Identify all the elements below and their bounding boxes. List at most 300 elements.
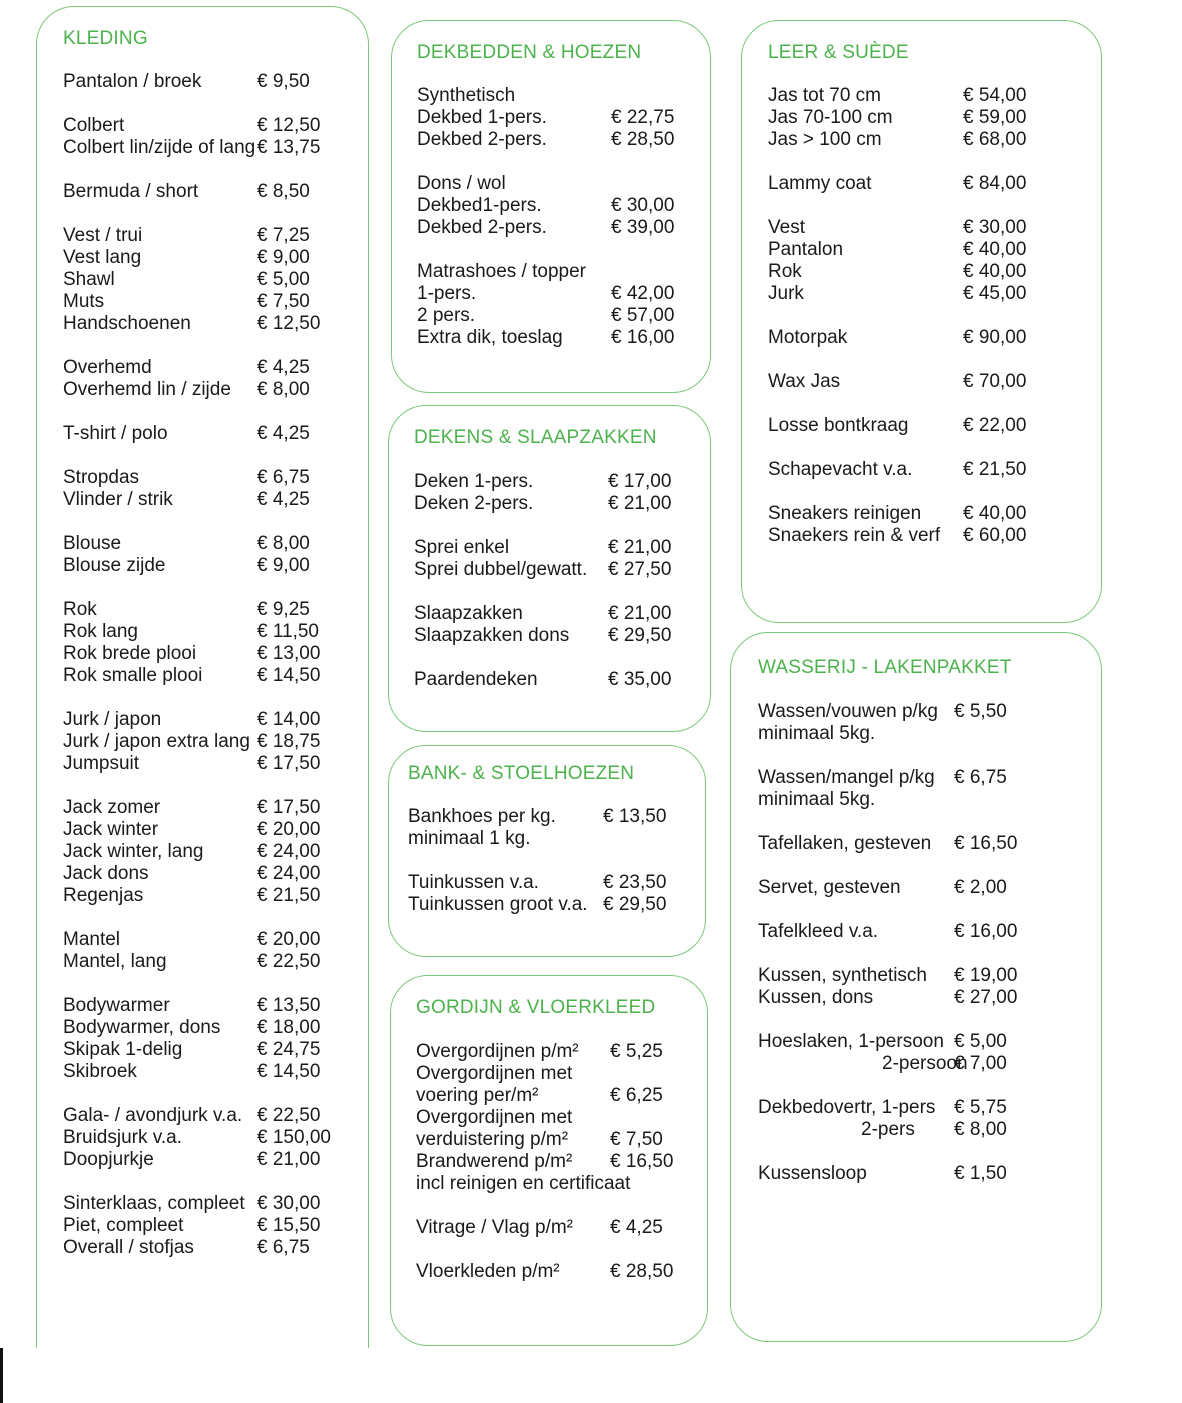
item-price: € 6,75 [257, 1237, 310, 1258]
price-row [758, 701, 1088, 723]
item-name: incl reinigen en certificaat [416, 1173, 631, 1194]
price-list [408, 806, 698, 916]
item-price: € 22,75 [611, 107, 675, 128]
item-name: Kussen, dons [758, 987, 874, 1008]
item-price: € 9,00 [257, 247, 310, 268]
item-name: T-shirt / polo [63, 423, 168, 444]
item-name: verduistering p/m² [416, 1129, 569, 1150]
item-name: minimaal 1 kg. [408, 828, 531, 849]
price-row [417, 195, 697, 217]
group-spacer [758, 899, 1088, 921]
item-price: € 23,50 [603, 872, 667, 893]
item-price: € 4,25 [610, 1217, 663, 1238]
item-price: € 60,00 [963, 525, 1027, 546]
item-name: Overgordijnen met [416, 1063, 573, 1084]
group-spacer [758, 745, 1088, 767]
item-price: € 6,75 [257, 467, 310, 488]
item-name: Rok lang [63, 621, 138, 642]
item-price: € 27,00 [954, 987, 1018, 1008]
item-price: € 21,50 [257, 885, 321, 906]
price-row [63, 379, 363, 401]
price-row [758, 1097, 1088, 1119]
group-spacer [63, 687, 363, 709]
price-row [758, 789, 1088, 811]
price-row [416, 1151, 701, 1173]
group-spacer [63, 93, 363, 115]
item-price: € 30,00 [611, 195, 675, 216]
price-list [758, 701, 1088, 1185]
item-name: Jack winter [63, 819, 159, 840]
item-price: € 9,50 [257, 71, 310, 92]
group-spacer [414, 647, 699, 669]
item-price: € 5,00 [954, 1031, 1007, 1052]
price-row [768, 327, 1088, 349]
group-spacer [63, 577, 363, 599]
item-price: € 24,00 [257, 863, 321, 884]
item-name: Slaapzakken dons [414, 625, 570, 646]
price-row [417, 305, 697, 327]
item-price: € 30,00 [963, 217, 1027, 238]
item-name: Servet, gesteven [758, 877, 901, 898]
item-price: € 21,00 [608, 493, 672, 514]
group-spacer [63, 973, 363, 995]
item-price: € 4,25 [257, 423, 310, 444]
item-name: Dekbed 2-pers. [417, 129, 547, 150]
price-row [63, 951, 363, 973]
price-row [758, 1053, 1088, 1075]
item-name: Tuinkussen groot v.a. [408, 894, 588, 915]
item-price: € 5,00 [257, 269, 310, 290]
item-price: € 21,00 [608, 603, 672, 624]
price-row [63, 291, 363, 313]
item-name: Kussensloop [758, 1163, 867, 1184]
item-name: Jas tot 70 cm [768, 85, 881, 106]
price-row [768, 283, 1088, 305]
price-row [758, 833, 1088, 855]
price-row [63, 71, 363, 93]
item-name: Bodywarmer [63, 995, 170, 1016]
item-price: € 7,50 [610, 1129, 663, 1150]
price-list [414, 471, 699, 691]
item-price: € 8,00 [257, 533, 310, 554]
group-spacer [768, 349, 1088, 371]
price-row [414, 603, 699, 625]
item-name: 2 pers. [417, 305, 476, 326]
price-row [416, 1129, 701, 1151]
item-price: € 19,00 [954, 965, 1018, 986]
item-price: € 150,00 [257, 1127, 331, 1148]
item-price: € 8,50 [257, 181, 310, 202]
price-row [758, 1163, 1088, 1185]
section-bank-stoelhoezen [388, 745, 706, 957]
item-price: € 40,00 [963, 503, 1027, 524]
section-dekbedden-hoezen [391, 20, 711, 393]
item-name: Pantalon / broek [63, 71, 202, 92]
item-name: Pantalon [768, 239, 844, 260]
group-spacer [758, 1141, 1088, 1163]
item-name: Tafellaken, gesteven [758, 833, 932, 854]
group-spacer [416, 1239, 701, 1261]
price-row [416, 1107, 701, 1129]
item-name: 2-persoon [882, 1053, 968, 1074]
group-spacer [768, 151, 1088, 173]
item-name: Mantel, lang [63, 951, 167, 972]
item-price: € 39,00 [611, 217, 675, 238]
item-name: Snaekers rein & verf [768, 525, 941, 546]
price-list [417, 85, 697, 349]
item-name: Motorpak [768, 327, 848, 348]
group-spacer [768, 305, 1088, 327]
price-row [768, 107, 1088, 129]
price-row [416, 1173, 701, 1195]
item-name: Overgordijnen p/m² [416, 1041, 579, 1062]
item-price: € 20,00 [257, 929, 321, 950]
item-price: € 40,00 [963, 261, 1027, 282]
price-row [758, 877, 1088, 899]
item-price: € 27,50 [608, 559, 672, 580]
item-price: € 54,00 [963, 85, 1027, 106]
item-price: € 5,25 [610, 1041, 663, 1062]
price-row [63, 489, 363, 511]
item-name: Jurk [768, 283, 804, 304]
item-name: Deken 2-pers. [414, 493, 534, 514]
item-name: Matrashoes / topper [417, 261, 586, 282]
group-spacer [63, 775, 363, 797]
item-name: Tuinkussen v.a. [408, 872, 539, 893]
price-row [416, 1063, 701, 1085]
item-name: Sprei dubbel/gewatt. [414, 559, 588, 580]
price-row [63, 115, 363, 137]
group-spacer [768, 195, 1088, 217]
section-gordijn-vloerkleed [390, 975, 708, 1346]
section-title: KLEDING [63, 28, 148, 49]
price-row [63, 467, 363, 489]
item-price: € 14,50 [257, 1061, 321, 1082]
price-row [417, 129, 697, 151]
price-row [414, 537, 699, 559]
item-name: Jack dons [63, 863, 149, 884]
group-spacer [416, 1195, 701, 1217]
price-row [768, 85, 1088, 107]
item-name: Shawl [63, 269, 115, 290]
price-list [768, 85, 1088, 547]
group-spacer [414, 581, 699, 603]
item-price: € 59,00 [963, 107, 1027, 128]
price-row [63, 1215, 363, 1237]
item-price: € 17,00 [608, 471, 672, 492]
section-wasserij-lakenpakket [730, 632, 1102, 1342]
group-spacer [417, 239, 697, 261]
item-price: € 7,25 [257, 225, 310, 246]
item-name: Sneakers reinigen [768, 503, 922, 524]
price-row [758, 965, 1088, 987]
item-price: € 6,75 [954, 767, 1007, 788]
price-row [63, 863, 363, 885]
price-row [63, 313, 363, 335]
item-price: € 4,25 [257, 489, 310, 510]
price-row [768, 173, 1088, 195]
item-name: Regenjas [63, 885, 144, 906]
price-row [416, 1041, 701, 1063]
price-row [414, 669, 699, 691]
item-price: € 21,50 [963, 459, 1027, 480]
price-row [416, 1217, 701, 1239]
group-spacer [758, 1075, 1088, 1097]
item-name: minimaal 5kg. [758, 723, 876, 744]
item-name: Vlinder / strik [63, 489, 173, 510]
item-name: Blouse zijde [63, 555, 166, 576]
item-name: Dekbed 1-pers. [417, 107, 547, 128]
price-row [758, 1119, 1088, 1141]
price-row [768, 261, 1088, 283]
price-row [63, 1127, 363, 1149]
group-spacer [758, 811, 1088, 833]
item-name: Jack winter, lang [63, 841, 204, 862]
price-row [63, 621, 363, 643]
item-price: € 45,00 [963, 283, 1027, 304]
item-price: € 21,00 [257, 1149, 321, 1170]
price-row [768, 503, 1088, 525]
group-spacer [63, 511, 363, 533]
item-name: Vest / trui [63, 225, 143, 246]
item-price: € 16,50 [954, 833, 1018, 854]
item-name: Slaapzakken [414, 603, 523, 624]
item-price: € 68,00 [963, 129, 1027, 150]
item-price: € 15,50 [257, 1215, 321, 1236]
item-name: Jumpsuit [63, 753, 140, 774]
item-name: Wassen/mangel p/kg [758, 767, 935, 788]
item-name: Rok [63, 599, 97, 620]
item-price: € 22,50 [257, 951, 321, 972]
group-spacer [758, 943, 1088, 965]
item-name: Vest [768, 217, 805, 238]
price-row [63, 885, 363, 907]
scan-edge-mark [0, 1348, 3, 1403]
item-name: Schapevacht v.a. [768, 459, 913, 480]
item-name: Rok smalle plooi [63, 665, 203, 686]
price-row [758, 921, 1088, 943]
item-name: 2-pers [861, 1119, 915, 1140]
group-spacer [408, 850, 698, 872]
price-row [408, 872, 698, 894]
item-name: Bruidsjurk v.a. [63, 1127, 182, 1148]
item-name: Vitrage / Vlag p/m² [416, 1217, 574, 1238]
item-price: € 21,00 [608, 537, 672, 558]
price-row [63, 1237, 363, 1259]
section-title: DEKENS & SLAAPZAKKEN [414, 427, 657, 448]
price-row [63, 533, 363, 555]
price-row [758, 723, 1088, 745]
price-row [63, 753, 363, 775]
item-name: Jas 70-100 cm [768, 107, 893, 128]
price-row [63, 181, 363, 203]
group-spacer [63, 335, 363, 357]
group-spacer [768, 393, 1088, 415]
group-spacer [768, 437, 1088, 459]
item-name: Kussen, synthetisch [758, 965, 927, 986]
group-spacer [417, 151, 697, 173]
price-row [408, 828, 698, 850]
item-price: € 70,00 [963, 371, 1027, 392]
section-title: GORDIJN & VLOERKLEED [416, 997, 656, 1018]
price-row [417, 173, 697, 195]
price-row [414, 559, 699, 581]
item-price: € 8,00 [257, 379, 310, 400]
item-name: Wax Jas [768, 371, 841, 392]
item-name: voering per/m² [416, 1085, 539, 1106]
item-name: minimaal 5kg. [758, 789, 876, 810]
price-row [63, 137, 363, 159]
item-price: € 9,25 [257, 599, 310, 620]
price-row [63, 269, 363, 291]
item-name: Extra dik, toeslag [417, 327, 563, 348]
item-price: € 16,00 [611, 327, 675, 348]
price-row [768, 415, 1088, 437]
item-name: Jack zomer [63, 797, 161, 818]
item-price: € 4,25 [257, 357, 310, 378]
group-spacer [414, 515, 699, 537]
section-title: LEER & SUÈDE [768, 42, 909, 63]
price-row [408, 894, 698, 916]
item-name: Brandwerend p/m² [416, 1151, 573, 1172]
item-price: € 29,50 [608, 625, 672, 646]
item-price: € 14,00 [257, 709, 321, 730]
item-name: Vest lang [63, 247, 142, 268]
item-price: € 57,00 [611, 305, 675, 326]
price-row [768, 239, 1088, 261]
item-price: € 40,00 [963, 239, 1027, 260]
price-row [63, 1039, 363, 1061]
item-name: Deken 1-pers. [414, 471, 534, 492]
item-price: € 7,50 [257, 291, 310, 312]
item-name: Dekbedovertr, 1-pers [758, 1097, 936, 1118]
price-row [758, 987, 1088, 1009]
price-row [417, 261, 697, 283]
item-price: € 9,00 [257, 555, 310, 576]
item-price: € 18,00 [257, 1017, 321, 1038]
price-row [417, 217, 697, 239]
item-price: € 13,00 [257, 643, 321, 664]
price-row [417, 85, 697, 107]
price-list [63, 71, 363, 1259]
price-row [416, 1261, 701, 1283]
section-title: DEKBEDDEN & HOEZEN [417, 42, 642, 63]
item-price: € 16,50 [610, 1151, 674, 1172]
item-price: € 11,50 [257, 621, 319, 642]
group-spacer [63, 907, 363, 929]
item-price: € 18,75 [257, 731, 321, 752]
price-row [63, 995, 363, 1017]
item-price: € 13,75 [257, 137, 321, 158]
price-row [63, 555, 363, 577]
price-row [63, 841, 363, 863]
price-row [768, 525, 1088, 547]
item-name: Gala- / avondjurk v.a. [63, 1105, 243, 1126]
item-price: € 24,75 [257, 1039, 321, 1060]
item-price: € 5,50 [954, 701, 1007, 722]
item-name: Colbert [63, 115, 125, 136]
price-row [63, 929, 363, 951]
item-price: € 13,50 [257, 995, 321, 1016]
item-name: Rok [768, 261, 802, 282]
item-name: Overall / stofjas [63, 1237, 194, 1258]
item-name: Synthetisch [417, 85, 516, 106]
item-price: € 13,50 [603, 806, 667, 827]
item-price: € 12,50 [257, 115, 321, 136]
item-price: € 42,00 [611, 283, 675, 304]
item-name: Bankhoes per kg. [408, 806, 556, 827]
item-name: Mantel [63, 929, 121, 950]
group-spacer [63, 203, 363, 225]
item-name: Overhemd [63, 357, 152, 378]
price-row [417, 283, 697, 305]
section-title: BANK- & STOELHOEZEN [408, 763, 635, 784]
price-row [63, 819, 363, 841]
item-name: Losse bontkraag [768, 415, 909, 436]
item-price: € 28,50 [610, 1261, 674, 1282]
price-row [63, 731, 363, 753]
group-spacer [768, 481, 1088, 503]
item-price: € 30,00 [257, 1193, 321, 1214]
price-row [758, 767, 1088, 789]
item-name: Doopjurkje [63, 1149, 154, 1170]
item-price: € 28,50 [611, 129, 675, 150]
group-spacer [758, 855, 1088, 877]
group-spacer [63, 1171, 363, 1193]
item-name: Vloerkleden p/m² [416, 1261, 560, 1282]
price-row [768, 371, 1088, 393]
group-spacer [63, 1083, 363, 1105]
price-row [63, 1193, 363, 1215]
item-price: € 8,00 [954, 1119, 1007, 1140]
item-price: € 5,75 [954, 1097, 1007, 1118]
price-row [63, 665, 363, 687]
price-row [63, 1105, 363, 1127]
item-name: Overhemd lin / zijde [63, 379, 231, 400]
item-price: € 17,50 [257, 753, 321, 774]
group-spacer [63, 159, 363, 181]
item-name: Overgordijnen met [416, 1107, 573, 1128]
group-spacer [758, 1009, 1088, 1031]
item-price: € 24,00 [257, 841, 321, 862]
price-row [408, 806, 698, 828]
section-leer-suede [741, 20, 1102, 623]
item-name: Lammy coat [768, 173, 872, 194]
price-row [63, 247, 363, 269]
item-price: € 12,50 [257, 313, 321, 334]
group-spacer [63, 401, 363, 423]
item-name: Bermuda / short [63, 181, 199, 202]
item-price: € 22,00 [963, 415, 1027, 436]
price-row [414, 625, 699, 647]
item-price: € 84,00 [963, 173, 1027, 194]
item-price: € 90,00 [963, 327, 1027, 348]
price-row [768, 129, 1088, 151]
item-price: € 29,50 [603, 894, 667, 915]
item-name: Tafelkleed v.a. [758, 921, 879, 942]
price-row [758, 1031, 1088, 1053]
item-name: Sprei enkel [414, 537, 510, 558]
item-price: € 14,50 [257, 665, 321, 686]
price-row [768, 459, 1088, 481]
item-price: € 17,50 [257, 797, 321, 818]
item-name: 1-pers. [417, 283, 477, 304]
group-spacer [63, 445, 363, 467]
item-name: Jurk / japon [63, 709, 162, 730]
item-name: Muts [63, 291, 105, 312]
item-name: Jas > 100 cm [768, 129, 882, 150]
price-row [63, 225, 363, 247]
